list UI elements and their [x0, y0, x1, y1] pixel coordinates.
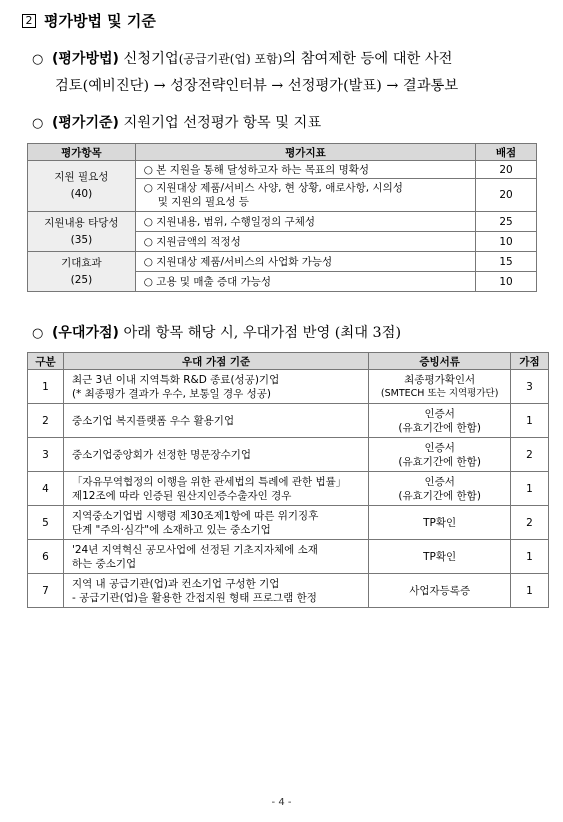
bonus-criterion [63, 506, 368, 540]
eval-item-points: (25) [70, 273, 93, 286]
bonus-criterion-line: 단계 "주의·심각"에 소재하고 있는 중소기업 [71, 523, 271, 536]
bonus-document-line: 인증서 [424, 407, 455, 420]
table-row [28, 404, 549, 438]
eval-indicator: ○ 지원금액의 적정성 [135, 232, 475, 252]
bullet-icon: ○ [32, 52, 44, 67]
section-number-box: 2 [22, 14, 36, 28]
eval-item [28, 212, 136, 252]
criteria-heading-label: (평가기준) [52, 115, 119, 131]
bonus-document-line: (유효기간에 한함) [398, 455, 481, 468]
bonus-no: 5 [28, 506, 64, 540]
bonus-criterion-line: - 공급기관(업)을 활용한 간접지원 형태 프로그램 한정 [71, 591, 317, 604]
eval-score: 15 [476, 252, 537, 272]
method-line2: 검토(예비진단) → 성장전략인터뷰 → 선정평가(발표) → 결과통보 [55, 78, 459, 94]
bonus-criterion-line: 제12조에 따라 인증된 원산지인증수출자인 경우 [71, 489, 292, 502]
col-header: 가점 [511, 353, 549, 370]
bonus-criterion [63, 370, 368, 404]
eval-item-name: 지원 필요성 [54, 171, 109, 183]
bonus-document-line: 사업자등록증 [409, 584, 471, 597]
bonus-no: 4 [28, 472, 64, 506]
bonus-no: 3 [28, 438, 64, 472]
criteria-text: 지원기업 선정평가 항목 및 지표 [118, 115, 322, 131]
bonus-document-line: (SMTECH 또는 지역평가단) [380, 387, 499, 399]
eval-score: 10 [476, 272, 537, 292]
col-header: 배점 [476, 144, 537, 161]
bonus-no: 1 [28, 370, 64, 404]
table-row [28, 472, 549, 506]
bonus-no: 7 [28, 574, 64, 608]
eval-item [28, 161, 136, 212]
method-heading: (평가방법) [52, 51, 119, 67]
table-row [28, 252, 537, 272]
table-header-row [28, 144, 537, 161]
section-title-text: 평가방법 및 기준 [44, 12, 156, 30]
eval-indicator-line: ○ 지원대상 제품/서비스 사양, 현 상황, 애로사항, 시의성 [143, 182, 403, 194]
method-text-b: 의 참여제한 등에 대한 사전 [282, 51, 453, 67]
bonus-heading-label: (우대가점) [52, 325, 119, 341]
bonus-table-body [28, 370, 549, 608]
bonus-document-line: TP확인 [423, 516, 457, 529]
eval-item [28, 252, 136, 292]
table-row [28, 370, 549, 404]
table-header-row [28, 353, 549, 370]
eval-item-points: (35) [70, 233, 93, 246]
bonus-criterion-line: 중소기업 복지플랫폼 우수 활용기업 [71, 414, 235, 427]
bonus-points: 1 [511, 540, 549, 574]
bonus-points: 2 [511, 438, 549, 472]
evaluation-table [27, 143, 537, 292]
bonus-points: 2 [511, 506, 549, 540]
eval-item-points: (40) [70, 188, 93, 200]
bonus-document-line: 인증서 [424, 441, 455, 454]
eval-indicator: ○ 지원내용, 범위, 수행일정의 구체성 [135, 212, 475, 232]
bonus-document-line: (유효기간에 한함) [398, 421, 481, 434]
bonus-criterion-line: 중소기업중앙회가 선정한 명문장수기업 [71, 448, 252, 461]
eval-item-name: 기대효과 [61, 256, 102, 269]
table-row [28, 438, 549, 472]
eval-indicator: ○ 고용 및 매출 증대 가능성 [135, 272, 475, 292]
method-paragraph [32, 46, 458, 99]
eval-score: 10 [476, 232, 537, 252]
bonus-criterion-line: '24년 지역혁신 공모사업에 선정된 기초지자체에 소재 [71, 543, 318, 556]
bonus-document-line: TP확인 [423, 550, 457, 563]
page-number: - 4 - [271, 797, 292, 808]
eval-item-name: 지원내용 타당성 [44, 216, 119, 229]
col-header: 우대 가점 기준 [63, 353, 368, 370]
col-header: 증빙서류 [369, 353, 511, 370]
eval-score: 20 [476, 179, 537, 212]
bonus-no: 2 [28, 404, 64, 438]
bonus-document [369, 506, 511, 540]
bonus-points: 3 [511, 370, 549, 404]
method-note: (공급기관(업) 포함) [178, 52, 283, 66]
bonus-document [369, 370, 511, 404]
table-row [28, 161, 537, 179]
bonus-points: 1 [511, 574, 549, 608]
bonus-criterion-line: 지역중소기업법 시행령 제30조제1항에 따른 위기징후 [71, 509, 319, 522]
bonus-points: 1 [511, 404, 549, 438]
col-header: 평가지표 [135, 144, 475, 161]
bonus-criterion-line: 「자유무역협정의 이행을 위한 관세법의 특례에 관한 법률」 [71, 475, 347, 488]
bonus-no: 6 [28, 540, 64, 574]
eval-score: 20 [476, 161, 537, 179]
bonus-criterion [63, 574, 368, 608]
bonus-criterion-line: 최근 3년 이내 지역특화 R&D 종료(성공)기업 [71, 373, 280, 386]
eval-indicator: ○ 지원대상 제품/서비스의 사업화 가능성 [135, 252, 475, 272]
bonus-criterion-line: 하는 중소기업 [71, 557, 137, 570]
eval-indicator-line: 및 지원의 필요성 등 [157, 196, 249, 208]
bonus-table [27, 352, 549, 608]
bullet-icon: ○ [32, 116, 44, 131]
bonus-points: 1 [511, 472, 549, 506]
table-row [28, 574, 549, 608]
bonus-document [369, 438, 511, 472]
section-title [22, 10, 156, 31]
bonus-document-line: (유효기간에 한함) [398, 489, 481, 502]
bonus-criterion [63, 404, 368, 438]
bonus-document-line: 인증서 [424, 475, 455, 488]
bullet-icon: ○ [32, 326, 44, 341]
bonus-criterion [63, 540, 368, 574]
eval-indicator [135, 179, 475, 212]
bonus-document [369, 574, 511, 608]
bonus-criterion [63, 472, 368, 506]
col-header: 구분 [28, 353, 64, 370]
bonus-document [369, 472, 511, 506]
criteria-heading [32, 110, 321, 137]
table-row [28, 506, 549, 540]
bonus-text: 아래 항목 해당 시, 우대가점 반영 (최대 3점) [118, 325, 402, 341]
eval-indicator: ○ 본 지원을 통해 달성하고자 하는 목표의 명확성 [135, 161, 475, 179]
eval-score: 25 [476, 212, 537, 232]
table-row [28, 212, 537, 232]
bonus-heading [32, 320, 401, 347]
table-row [28, 540, 549, 574]
bonus-criterion [63, 438, 368, 472]
bonus-document [369, 540, 511, 574]
bonus-document-line: 최종평가확인서 [404, 373, 476, 386]
bonus-criterion-line: 지역 내 공급기관(업)과 컨소기업 구성한 기업 [71, 577, 280, 590]
col-header: 평가항목 [28, 144, 136, 161]
bonus-criterion-line: (* 최종평가 결과가 우수, 보통일 경우 성공) [71, 387, 272, 400]
method-text-a: 신청기업 [118, 51, 179, 67]
bonus-document [369, 404, 511, 438]
